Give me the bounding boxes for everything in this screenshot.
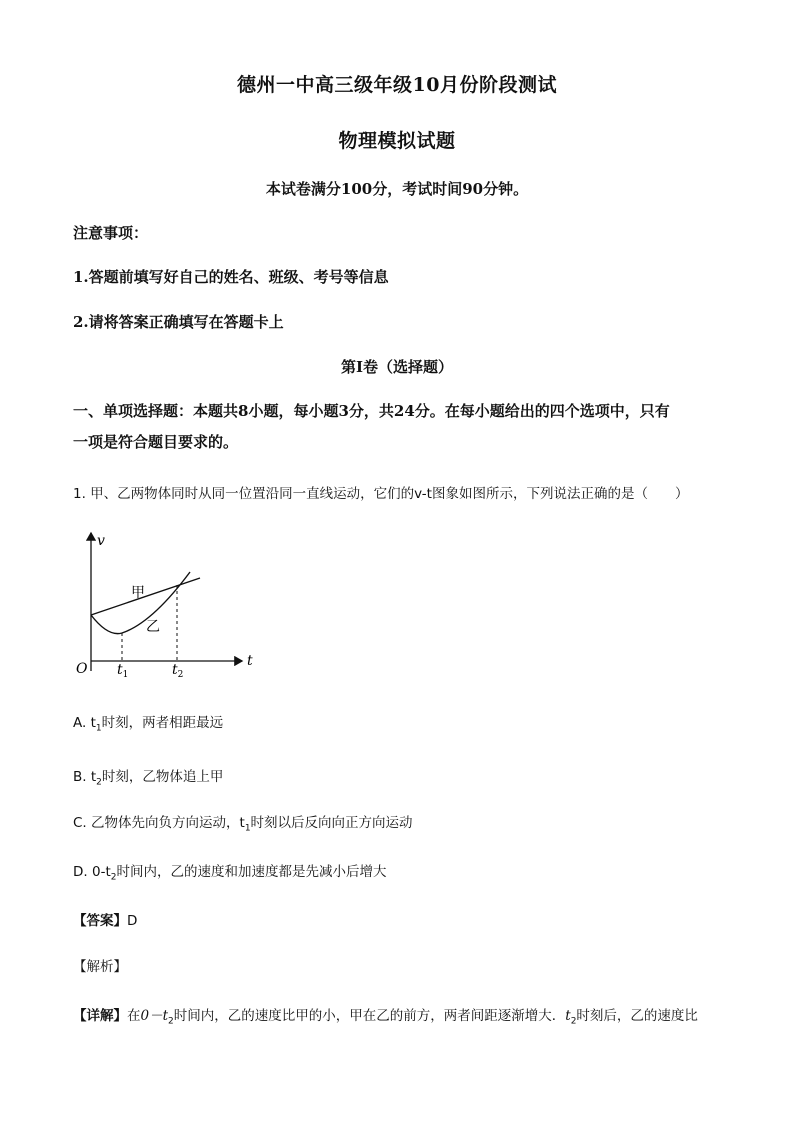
yi-curve	[91, 572, 190, 634]
answer-value: D	[127, 913, 138, 929]
volume-title: 第I卷（选择题）	[340, 358, 454, 376]
option-c: C. 乙物体先向负方向运动，$t_1$时刻以后反向向正方向运动	[73, 815, 413, 834]
detail-tag: 【详解】	[73, 1008, 127, 1024]
option-d: D. $0-t_2$时间内，乙的速度和加速度都是先减小后增大	[73, 864, 387, 883]
answer-tag: 【答案】	[73, 913, 127, 929]
notes-item-2: 2.请将答案正确填写在答题卡上	[73, 313, 284, 331]
t-axis-label: t	[247, 653, 253, 669]
jia-line	[91, 578, 200, 615]
yi-label: 乙	[146, 619, 160, 635]
option-a: A. $t_1$时刻，两者相距最远	[73, 715, 224, 734]
exam-subtitle: 物理模拟试题	[338, 130, 456, 152]
notes-heading: 注意事项：	[73, 224, 149, 242]
jia-label: 甲	[131, 585, 145, 601]
part-heading-line1: 一、单项选择题：本题共8小题，每小题3分，共24分。在每小题给出的四个选项中，只有	[73, 402, 670, 420]
notes-item-1: 1.答题前填写好自己的姓名、班级、考号等信息	[73, 268, 389, 286]
exam-title: 德州一中高三级年级10月份阶段测试	[237, 74, 557, 96]
option-b: B. $t_2$时刻，乙物体追上甲	[73, 769, 224, 788]
exam-info: 本试卷满分100分，考试时间90分钟。	[265, 180, 529, 198]
part-heading-line2: 一项是符合题目要求的。	[73, 433, 239, 451]
question-1-stem: 1. 甲、乙两物体同时从同一位置沿同一直线运动，它们的v-t图象如图所示，下列说法正确的是（ ）	[73, 486, 689, 502]
detail-line: 【详解】在$0-t_2$时间内，乙的速度比甲的小，甲在乙的前方，两者间距逐渐增大．$t_2$时刻后，乙的速度比	[73, 1008, 698, 1027]
analysis-tag: 【解析】	[73, 959, 127, 975]
t1-tick-label: $t_1$	[117, 662, 129, 680]
origin-label: O	[76, 661, 88, 677]
vt-graph	[70, 525, 260, 685]
t2-tick-label: $t_2$	[172, 662, 184, 680]
v-axis-label: v	[97, 533, 105, 549]
answer-line	[73, 909, 137, 929]
